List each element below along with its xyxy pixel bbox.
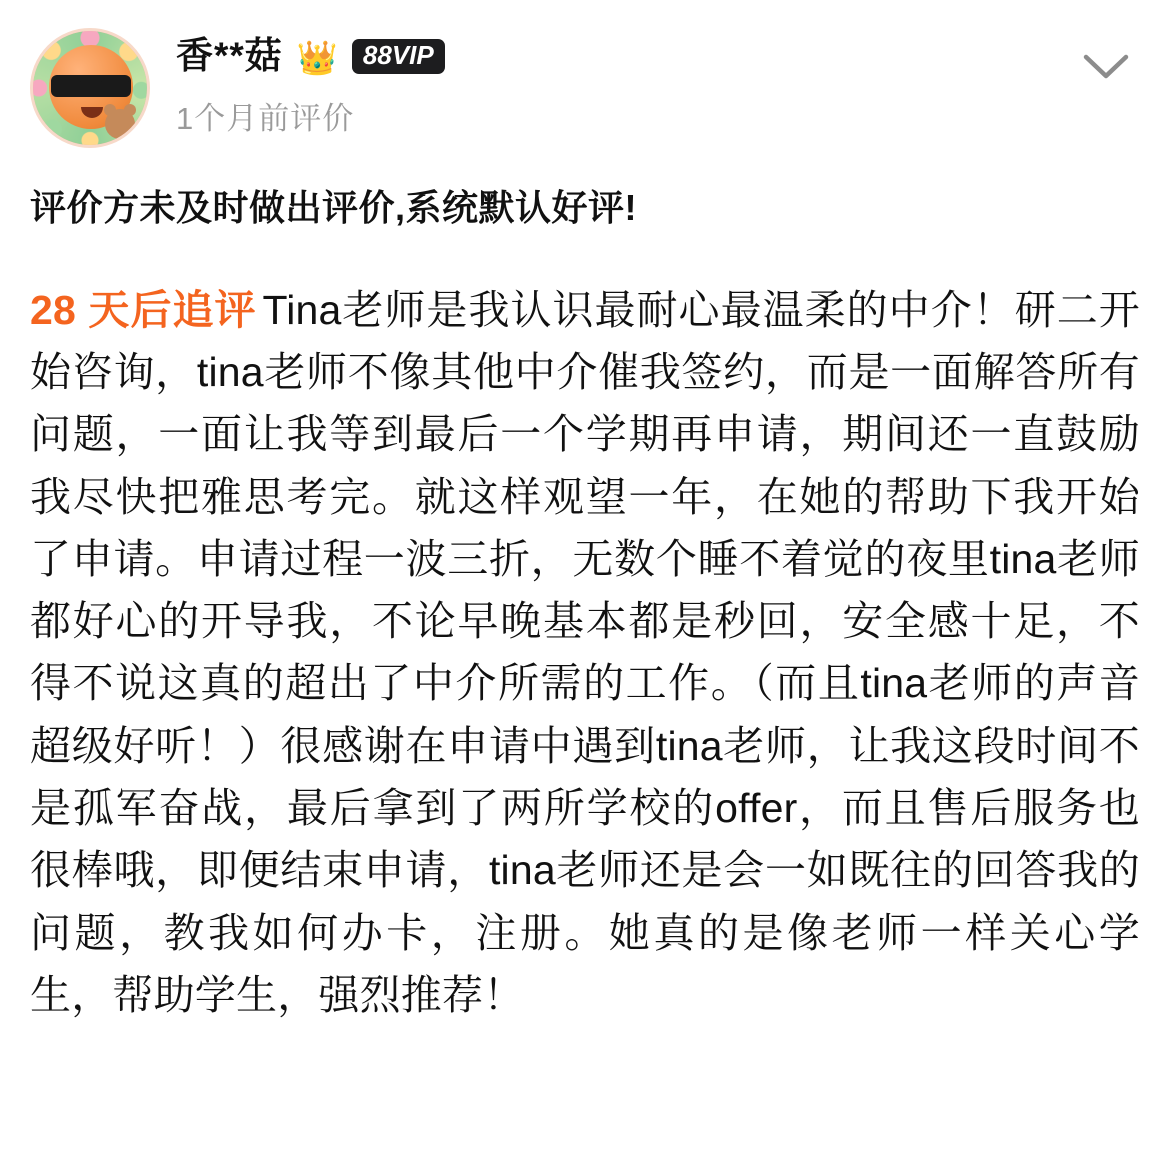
append-review-block bbox=[30, 279, 1140, 1027]
vip-badge: 88VIP bbox=[352, 39, 445, 74]
crown-icon: 👑 bbox=[296, 38, 338, 76]
user-name-row bbox=[176, 36, 1140, 77]
append-review-text: Tina老师是我认识最耐心最温柔的中介！研二开始咨询，tina老师不像其他中介催我签约，而是一面解答所有问题，一面让我等到最后一个学期再申请，期间还一直鼓励我尽快把雅思考完。就这样观望一年，在她的帮助下我开始了申请。申请过程一波三折，无数个睡不着觉的夜里tina老师都好心的开导我，不论早晚基本都是秒回，安全感十足，不得不说这真的超出了中介所需的工作。（而且tina老师的声音超级好听！）很感谢在申请中遇到tina老师，让我这段时间不是孤军奋战，最后拿到了两所学校的offer，而且售后服务也很棒哦，即便结束申请，tina老师还是会一如既往的回答我的问题，教我如何办卡，注册。她真的是像老师一样关心学生，帮助学生，强烈推荐！ bbox=[30, 286, 1140, 1019]
first-comment-text: 评价方未及时做出评价,系统默认好评! bbox=[30, 187, 637, 228]
review-header bbox=[30, 0, 1140, 148]
bear-icon bbox=[105, 109, 135, 139]
user-name: 香**菇 bbox=[176, 35, 283, 76]
review-body bbox=[30, 184, 1140, 1026]
chevron-down-icon[interactable] bbox=[1078, 46, 1134, 86]
sunglasses-icon bbox=[51, 75, 131, 97]
review-header-text bbox=[176, 28, 1140, 138]
review-time: 1个月前评价 bbox=[176, 100, 355, 136]
avatar[interactable] bbox=[30, 28, 150, 148]
append-review-label: 28 天后追评 bbox=[30, 286, 257, 333]
